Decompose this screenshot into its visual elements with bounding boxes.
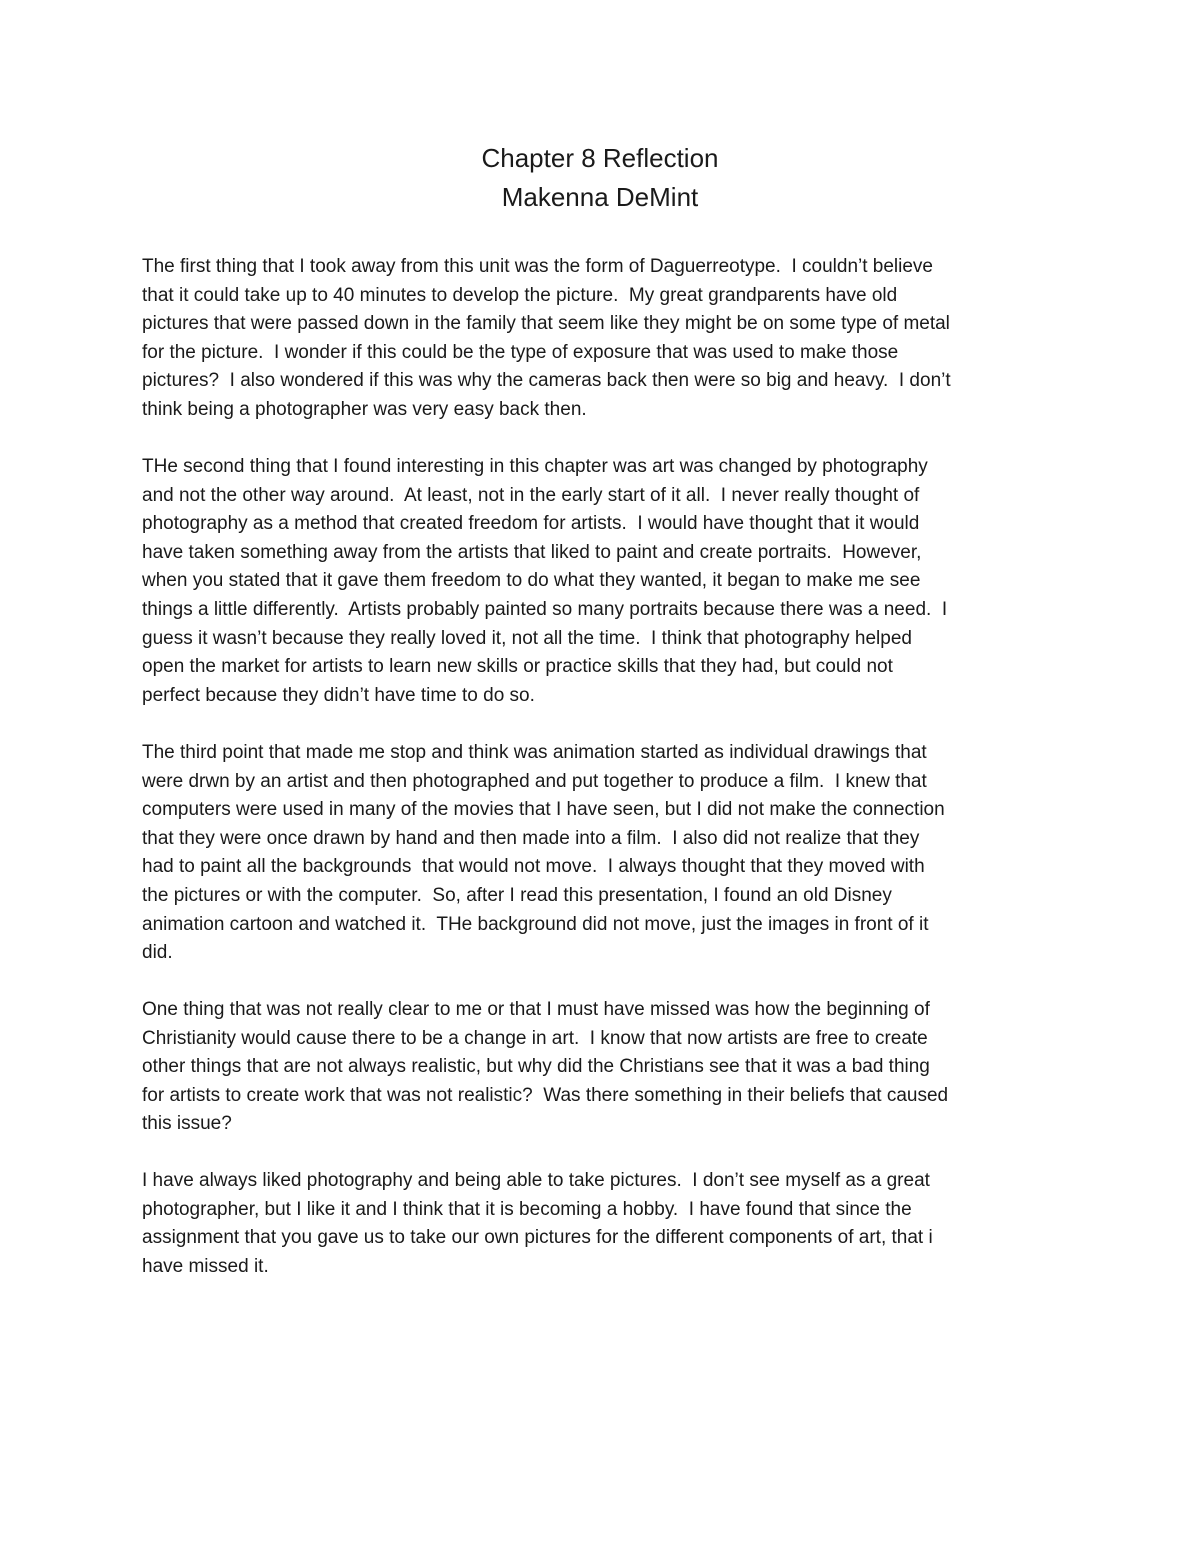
paragraph-line: have taken something away from the artists that liked to paint and create portraits. However,: [142, 541, 922, 563]
paragraph-line: were drwn by an artist and then photographed and put together to produce a film. I knew that: [142, 770, 927, 792]
paragraph-line: and not the other way around. At least, not in the early start of it all. I never really thought of: [142, 484, 920, 506]
paragraph-line: I have always liked photography and being able to take pictures. I don’t see myself as a great: [142, 1170, 930, 1191]
paragraph-line: The third point that made me stop and think was animation started as individual drawings that: [142, 742, 927, 763]
paragraph-line: pictures? I also wondered if this was why the cameras back then were so big and heavy. I don’t: [142, 370, 951, 392]
paragraph-line: computers were used in many of the movies that I have seen, but I did not make the connection: [142, 799, 945, 821]
paragraph-line: did.: [142, 942, 173, 964]
paragraph-line: for artists to create work that was not realistic? Was there something in their beliefs that caused: [142, 1084, 949, 1106]
paragraph-line: that they were once drawn by hand and then made into a film. I also did not realize that they: [142, 827, 920, 849]
paragraph-line: assignment that you gave us to take our own pictures for the different components of art, that i: [142, 1227, 933, 1249]
paragraph-line: One thing that was not really clear to me or that I must have missed was how the beginning of: [142, 999, 930, 1020]
paragraph-2: [142, 453, 1072, 710]
paragraph-line: had to paint all the backgrounds that would not move. I always thought that they moved with: [142, 856, 925, 878]
paragraph-1: [142, 253, 1072, 425]
paragraph-line: The first thing that I took away from this unit was the form of Daguerreotype. I couldn’t believe: [142, 256, 933, 277]
paragraph-line: THe second thing that I found interesting in this chapter was art was changed by photography: [142, 456, 928, 477]
paragraph-4: [142, 996, 1072, 1139]
paragraph-line: have missed it.: [142, 1255, 269, 1277]
author-name: Makenna DeMint: [501, 182, 699, 212]
paragraph-line: photography as a method that created freedom for artists. I would have thought that it would: [142, 513, 920, 535]
paragraph-line: the pictures or with the computer. So, after I read this presentation, I found an old Disney: [142, 884, 892, 906]
paragraph-line: that it could take up to 40 minutes to develop the picture. My great grandparents have old: [142, 284, 898, 306]
paragraph-line: open the market for artists to learn new skills or practice skills that they had, but could not: [142, 656, 893, 678]
paragraph-line: for the picture. I wonder if this could be the type of exposure that was used to make those: [142, 341, 899, 363]
paragraph-line: pictures that were passed down in the family that seem like they might be on some type of metal: [142, 313, 950, 335]
paragraph-line: photographer, but I like it and I think that it is becoming a hobby. I have found that since the: [142, 1198, 912, 1220]
paragraph-line: Christianity would cause there to be a change in art. I know that now artists are free to create: [142, 1027, 928, 1049]
paragraph-line: animation cartoon and watched it. THe background did not move, just the images in front of it: [142, 913, 929, 935]
paragraph-line: when you stated that it gave them freedom to do what they wanted, it began to make me see: [142, 570, 921, 592]
paragraph-line: guess it wasn’t because they really loved it, not all the time. I think that photography helped: [142, 627, 912, 649]
paragraph-line: think being a photographer was very easy back then.: [142, 398, 587, 420]
paragraph-5: [142, 1167, 1072, 1281]
paragraph-line: perfect because they didn’t have time to do so.: [142, 684, 535, 706]
paragraph-line: this issue?: [142, 1113, 232, 1135]
document-title: Chapter 8 Reflection: [481, 143, 719, 173]
paragraph-line: other things that are not always realistic, but why did the Christians see that it was a bad thing: [142, 1056, 930, 1078]
paragraph-3: [142, 739, 1072, 968]
paragraph-line: things a little differently. Artists probably painted so many portraits because there was a need. I: [142, 598, 948, 620]
